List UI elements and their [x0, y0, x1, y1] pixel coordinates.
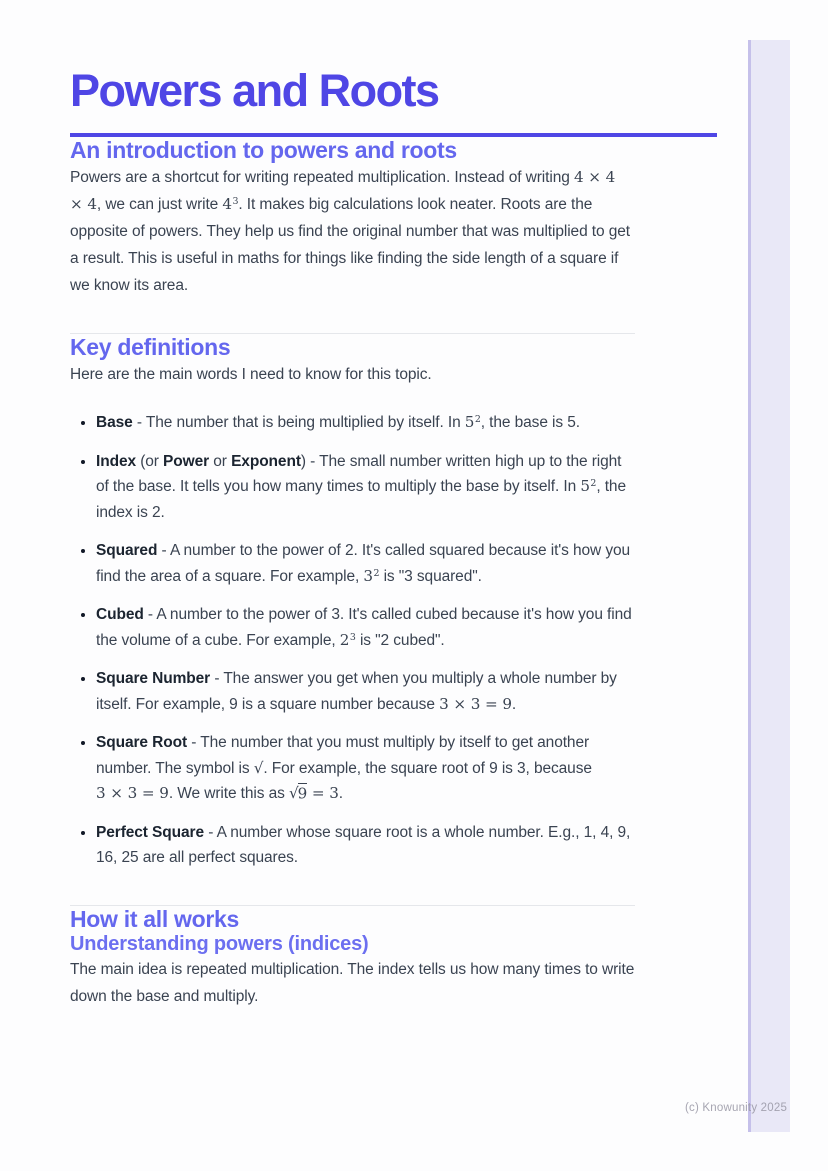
section-heading-introduction: An introduction to powers and roots [70, 137, 457, 164]
key-definitions-lead: Here are the main words I need to know for this topic. [70, 366, 432, 384]
section-heading-key-definitions: Key definitions [70, 334, 231, 361]
document-page [70, 0, 635, 1010]
page-edge-bar [748, 40, 790, 1132]
introduction-paragraph: Powers are a shortcut for writing repeated multiplication. Instead of writing 4 × 4 × 4, we can just write $4^3$. It makes big calculations look neater. Roots are the opposite of powers. They help us find the original number that was multiplied to get a result. This is useful in maths for things like finding the side length of a square if we know its area. [70, 168, 630, 295]
definition-item-index: • Index (or Power or Exponent) - The small number written high up to the right of the base. It tells you how many times to multiply the base by itself. In $5^2$, the index is 2. [96, 449, 635, 526]
definition-item-cubed: • Cubed - A number to the power of 3. It's called cubed because it's how you find the volume of a cube. For example, $2^3$ is "2 cubed". [96, 602, 635, 653]
definition-item-squared: • Squared - A number to the power of 2. It's called squared because it's how you find the area of a square. For example, $3^2$ is "3 squared". [96, 538, 635, 589]
sub-heading-understanding-powers: Understanding powers (indices) [70, 932, 369, 955]
section-heading-how-it-works: How it all works [70, 905, 240, 932]
document-title: Powers and Roots [70, 65, 439, 116]
definition-item-perfect-square: • Perfect Square - A number whose square root is a whole number. E.g., 1, 4, 9, 16, 25 are all perfect squares. [96, 820, 635, 871]
definition-item-base: • Base - The number that is being multiplied by itself. In $5^2$, the base is 5. [96, 410, 635, 436]
copyright-watermark: (c) Knowunity 2025 [685, 1102, 788, 1114]
definition-item-square-number: • Square Number - The answer you get when you multiply a whole number by itself. For example, 9 is a square number because 3 × 3 = 9. [96, 666, 635, 717]
definitions-list [70, 410, 635, 871]
how-it-works-paragraph: The main idea is repeated multiplication. The index tells us how many times to write down the base and multiply. [70, 960, 635, 1005]
definition-item-square-root: • Square Root - The number that you must multiply by itself to get another number. The symbol is √. For example, the square root of 9 is 3, because 3 × 3 = 9. We write this as √9 = 3. [96, 730, 635, 807]
